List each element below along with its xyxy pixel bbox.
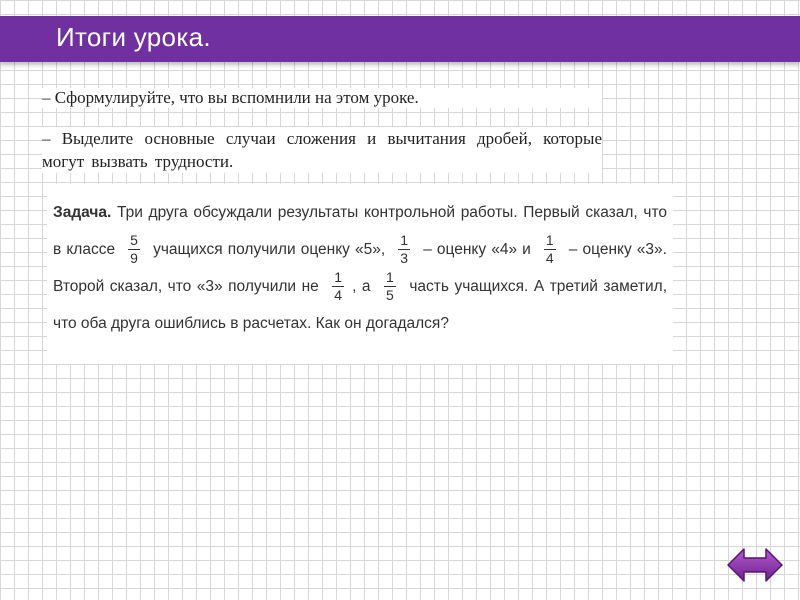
task-text-part: Три друга обсуждали результаты контрольной работы. Первый сказал, что в классе bbox=[53, 204, 667, 258]
task-text-part: , а bbox=[352, 278, 371, 295]
fraction-denominator: 9 bbox=[130, 250, 138, 267]
fraction-denominator: 4 bbox=[545, 250, 554, 267]
task-block bbox=[47, 184, 673, 364]
fraction-denominator: 5 bbox=[386, 287, 394, 304]
fraction-one-third bbox=[398, 232, 410, 267]
fraction-numerator: 1 bbox=[386, 269, 394, 286]
fraction-numerator: 1 bbox=[400, 232, 409, 249]
task-text bbox=[53, 194, 667, 342]
fraction-one-quarter-second bbox=[332, 269, 344, 304]
fraction-one-fifth bbox=[384, 269, 396, 304]
task-text-part: – оценку «3». Второй сказал, что «3» получили не bbox=[53, 241, 667, 295]
slide-title: Итоги урока. bbox=[56, 22, 211, 52]
task-text-part: учащихся получили оценку «5», bbox=[153, 241, 386, 258]
task-text-part: часть учащихся. А третий заметил, что оба друга ошиблись в расчетах. Как он догадался? bbox=[53, 278, 668, 332]
question-difficulties: – Выделите основные случаи сложения и вычитания дробей, которые могут вызвать трудности. bbox=[42, 129, 602, 171]
navigation-button[interactable] bbox=[726, 546, 784, 584]
fraction-five-ninths bbox=[128, 232, 140, 267]
task-label: Задача. bbox=[53, 204, 112, 221]
fraction-denominator: 4 bbox=[334, 287, 343, 304]
fraction-numerator: 1 bbox=[334, 269, 343, 286]
fraction-denominator: 3 bbox=[400, 250, 409, 267]
title-bar bbox=[0, 16, 800, 62]
question-recall: – Сформулируйте, что вы вспомнили на этом уроке. bbox=[42, 88, 602, 108]
fraction-one-quarter bbox=[544, 232, 556, 267]
task-text-part: – оценку «4» и bbox=[423, 241, 531, 258]
fraction-numerator: 5 bbox=[130, 232, 138, 249]
left-right-arrow-icon bbox=[726, 546, 784, 584]
fraction-numerator: 1 bbox=[545, 232, 554, 249]
